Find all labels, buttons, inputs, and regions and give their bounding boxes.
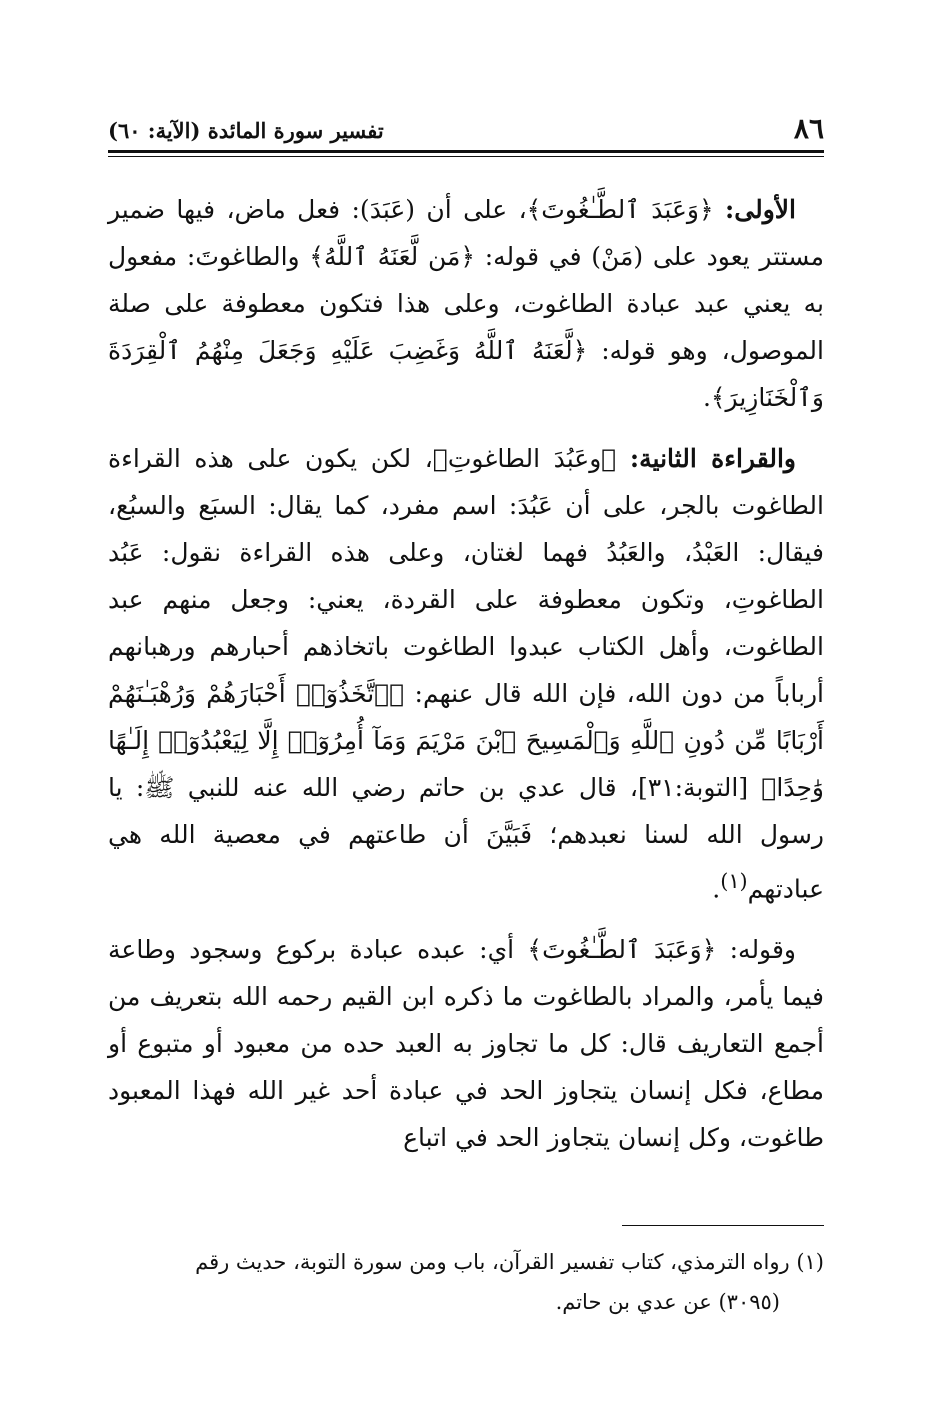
main-text [108,186,824,1175]
footnotes [108,1242,824,1322]
header-rule-thin [108,156,824,157]
second-reading-heading: والقراءة الثانية: [629,444,796,473]
second-reading-end: . [712,874,721,904]
page-header [108,112,824,146]
taghut-definition-text: وقوله: ﴿وَعَبَدَ ٱلطَّـٰغُوتَ﴾ أي: عبده عبادة بركوع وسجود وطاعة فيما يأمر، والمراد بالطاغوت ما ذكره ابن القيم رحمه الله بتعريف من أجمع التعاريف قال: كل ما تجاوز به العبد حده من معبود أو متبوع أو مطاع، فكل إنسان يتجاوز الحد في عبادة أحد غير الله فهذا المعبود طاغوت، وكل إنسان يتجاوز الحد في اتباع [108,935,824,1153]
second-reading-text: ﴿وعَبُدَ الطاغوتِ﴾، لكن يكون على هذه القراءة الطاغوت بالجر، على أن عَبُدَ: اسم مفرد، كما يقال: السبَع والسبُع، فيقال: العَبْدُ، والعَبُدُ فهما لغتان، وعلى هذه القراءة نقول: عَبُد الطاغوتِ، وتكون معطوفة على القردة، يعني: وجعل منهم عبد الطاغوت، وأهل الكتاب عبدوا الطاغوت باتخاذهم أحبارهم ورهبانهم أرباباً من دون الله، فإن الله قال عنهم: ﴿ٱتَّخَذُوٓا۟ أَحْبَارَهُمْ وَرُهْبَـٰنَهُمْ أَرْبَابًا مِّن دُونِ ٱللَّهِ وَٱلْمَسِيحَ ٱبْنَ مَرْيَمَ وَمَآ أُمِرُوٓا۟ إِلَّا لِيَعْبُدُوٓا۟ إِلَـٰهًا وَٰحِدًا﴾ [التوبة:٣١]، قال عدي بن حاتم رضي الله عنه للنبي ﷺ: يا رسول الله لسنا نعبدهم؛ فَبَيَّنَ أن طاعتهم في معصية الله هي عبادتهم [108,444,824,904]
paragraph-first-reading [108,186,824,421]
paragraph-second-reading [108,435,824,912]
footnote-separator [622,1225,824,1226]
footnote-reference: (١) [720,869,748,893]
page-number: ٨٦ [793,112,824,145]
first-reading-text: ﴿وَعَبَدَ ٱلطَّـٰغُوتَ﴾، على أن (عَبَدَ): فعل ماض، فيها ضمير مستتر يعود على (مَنْ) في قوله: ﴿مَن لَّعَنَهُ ٱللَّهُ﴾ والطاغوتَ: مفعول به يعني عبد عبادة الطاغوت، وعلى هذا فتكون معطوفة على صلة الموصول، وهو قوله: ﴿لَّعَنَهُ ٱللَّهُ وَغَضِبَ عَلَيْهِ وَجَعَلَ مِنْهُمُ ٱلْقِرَدَةَ وَٱلْخَنَازِيرَ﴾. [108,195,824,412]
running-title: تفسير سورة المائدة (الآية: ٦٠) [108,118,384,143]
footnote-text-line1: رواه الترمذي، كتاب تفسير القرآن، باب ومن سورة التوبة، حديث رقم [195,1250,790,1274]
footnote-line [108,1242,824,1282]
footnote-line-continued [108,1282,824,1322]
footnote-1 [108,1242,824,1322]
footnote-number: (١) [796,1250,824,1274]
header-rule [108,150,824,153]
first-reading-heading: الأولى: [725,195,796,224]
footnote-text-line2: (٣٠٩٥) عن عدي بن حاتم. [555,1290,780,1314]
paragraph-taghut-definition [108,926,824,1161]
